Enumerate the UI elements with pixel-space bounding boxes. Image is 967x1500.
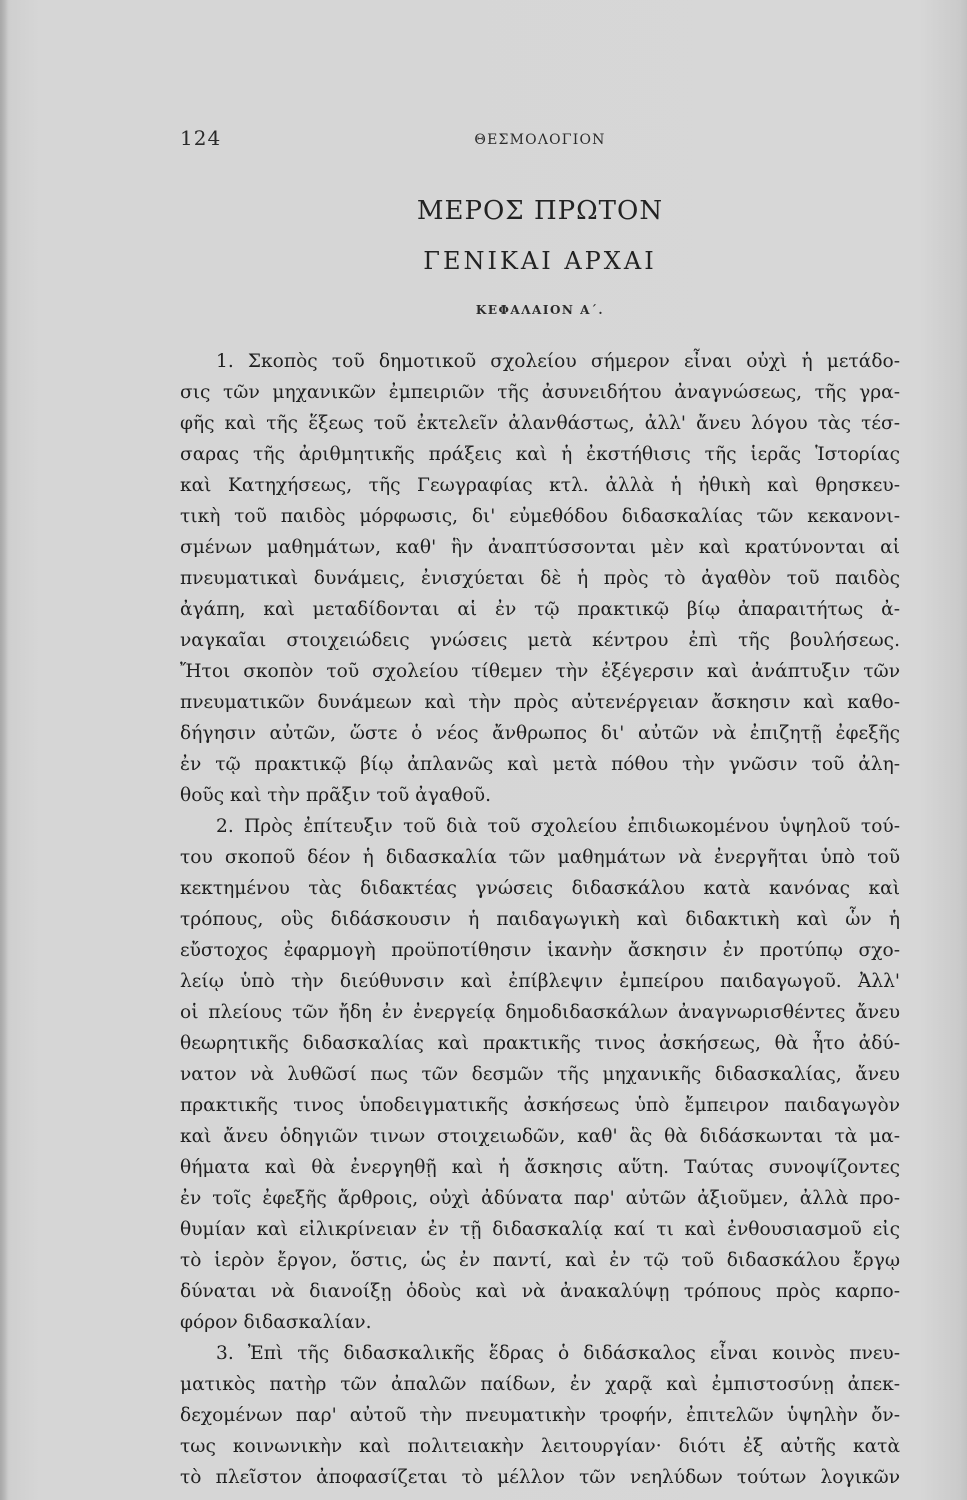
text-line: 3. Ἐπὶ τῆς διδασκαλικῆς ἕδρας ὁ διδάσκαλος εἶναι κοινὸς πνευ- bbox=[216, 1343, 900, 1364]
text-line: σαρας τῆς ἀριθμητικῆς πράξεις καὶ ἡ ἐκστήθισις τῆς ἱερᾶς Ἱστορίας bbox=[180, 444, 900, 465]
text-line: τικὴ τοῦ παιδὸς μόρφωσις, δι' εὐμεθόδου διδασκαλίας τῶν κεκανονι- bbox=[180, 506, 900, 527]
text-line: 1. Σκοπὸς τοῦ δημοτικοῦ σχολείου σήμερον εἶναι οὐχὶ ἡ μετάδο- bbox=[216, 351, 900, 372]
text-line: τὸ ἱερὸν ἔργον, ὅστις, ὡς ἐν παντί, καὶ ἐν τῷ τοῦ διδασκάλου ἔργῳ bbox=[180, 1250, 900, 1271]
text-line: θήματα καὶ θὰ ἐνεργηθῇ καὶ ἡ ἄσκησις αὕτη. Ταύτας συνοψίζοντες bbox=[180, 1157, 900, 1178]
text-line: σις τῶν μηχανικῶν ἐμπειριῶν τῆς ἀσυνειδήτου ἀναγνώσεως, τῆς γρα- bbox=[180, 382, 900, 403]
chapter-title: ΚΕΦΑΛΑΙΟΝ Α΄. bbox=[475, 303, 605, 317]
paragraph-1 bbox=[180, 346, 900, 811]
text-line: ἀγάπη, καὶ μεταδίδονται αἱ ἐν τῷ πρακτικῷ βίῳ ἀπαραιτήτως ἀ- bbox=[180, 599, 900, 620]
text-line: θυμίαν καὶ εἰλικρίνειαν ἐν τῇ διδασκαλίᾳ καί τι καὶ ἐνθουσιασμοῦ εἰς bbox=[180, 1219, 900, 1240]
text-line: φόρον διδασκαλίαν. bbox=[180, 1312, 372, 1333]
text-line: εὔστοχος ἐφαρμογὴ προϋποτίθησιν ἱκανὴν ἄσκησιν ἐν προτύπῳ σχο- bbox=[180, 940, 900, 961]
text-line: καὶ Κατηχήσεως, τῆς Γεωγραφίας κτλ. ἀλλὰ ἡ ἠθικὴ καὶ θρησκευ- bbox=[180, 475, 900, 496]
text-line: τως κοινωνικὴν καὶ πολιτειακὴν λειτουργίαν· διότι ἐξ αὐτῆς κατὰ bbox=[180, 1436, 900, 1457]
text-line: πνευματικαὶ δυνάμεις, ἐνισχύεται δὲ ἡ πρὸς τὸ ἀγαθὸν τοῦ παιδὸς bbox=[180, 568, 900, 589]
text-line: τρόπους, οὓς διδάσκουσιν ἡ παιδαγωγικὴ καὶ διδακτικὴ καὶ ὧν ἡ bbox=[180, 909, 900, 930]
body-text bbox=[180, 346, 900, 1488]
text-line: ναγκαῖαι στοιχειώδεις γνώσεις μετὰ κέντρου ἐπὶ τῆς βουλήσεως. bbox=[180, 630, 900, 651]
paragraph-2 bbox=[180, 811, 900, 1338]
text-line: οἱ πλείους τῶν ἤδη ἐν ἐνεργείᾳ δημοδιδασκάλων ἀναγνωρισθέντες ἄνευ bbox=[180, 1002, 900, 1023]
text-line: κεκτημένου τὰς διδακτέας γνώσεις διδασκάλου κατὰ κανόνας καὶ bbox=[180, 878, 900, 899]
running-head bbox=[180, 126, 900, 156]
text-line: καὶ ἄνευ ὁδηγιῶν τινων στοιχειωδῶν, καθ' ἃς θὰ διδάσκωνται τὰ μα- bbox=[180, 1126, 900, 1147]
text-line: δύναται νὰ διανοίξῃ ὁδοὺς καὶ νὰ ἀνακαλύψῃ τρόπους πρὸς καρπο- bbox=[180, 1281, 900, 1302]
page-gutter-shadow bbox=[0, 0, 8, 1500]
text-line: Ἤτοι σκοπὸν τοῦ σχολείου τίθεμεν τὴν ἐξέγερσιν καὶ ἀνάπτυξιν τῶν bbox=[180, 661, 900, 682]
text-line: θοῦς καὶ τὴν πρᾶξιν τοῦ ἀγαθοῦ. bbox=[180, 785, 492, 806]
text-line: ἐν τοῖς ἐφεξῆς ἄρθροις, οὐχὶ ἀδύνατα παρ' αὐτῶν ἀξιοῦμεν, ἀλλὰ προ- bbox=[180, 1188, 900, 1209]
text-line: τὸ πλεῖστον ἀποφασίζεται τὸ μέλλον τῶν νεηλύδων τούτων λογικῶν bbox=[180, 1467, 900, 1488]
text-line: φῆς καὶ τῆς ἕξεως τοῦ ἐκτελεῖν ἀλανθάστως, ἀλλ' ἄνευ λόγου τὰς τέσ- bbox=[180, 413, 900, 434]
text-line: πρακτικῆς τινος ὑποδειγματικῆς ἀσκήσεως ὑπὸ ἔμπειρον παιδαγωγὸν bbox=[180, 1095, 900, 1116]
text-line: του σκοποῦ δέον ἡ διδασκαλία τῶν μαθημάτων νὰ ἐνεργῆται ὑπὸ τοῦ bbox=[180, 847, 900, 868]
page-number: 124 bbox=[180, 126, 222, 150]
text-line: νατον νὰ λυθῶσί πως τῶν δεσμῶν τῆς μηχανικῆς διδασκαλίας, ἄνευ bbox=[180, 1064, 900, 1085]
running-title: ΘΕΣΜΟΛΟΓΙΟΝ bbox=[474, 132, 606, 148]
text-line: δεχομένων παρ' αὐτοῦ τὴν πνευματικὴν τροφήν, ἐπιτελῶν ὑψηλὴν ὄν- bbox=[180, 1405, 900, 1426]
text-line: δήγησιν αὐτῶν, ὥστε ὁ νέος ἄνθρωπος δι' αὐτῶν νὰ ἐπιζητῇ ἐφεξῆς bbox=[180, 723, 900, 744]
text-line: σμένων μαθημάτων, καθ' ἣν ἀναπτύσσονται μὲν καὶ κρατύνονται αἱ bbox=[180, 537, 900, 558]
text-line: 2. Πρὸς ἐπίτευξιν τοῦ διὰ τοῦ σχολείου ἐπιδιωκομένου ὑψηλοῦ τού- bbox=[216, 816, 900, 837]
text-line: ἐν τῷ πρακτικῷ βίῳ ἀπλανῶς καὶ μετὰ πόθου τὴν γνῶσιν τοῦ ἀλη- bbox=[180, 754, 900, 775]
section-title: ΓΕΝΙΚΑΙ ΑΡΧΑΙ bbox=[423, 247, 657, 275]
text-line: ματικὸς πατὴρ τῶν ἀπαλῶν παίδων, ἐν χαρᾷ καὶ ἐμπιστοσύνῃ ἀπεκ- bbox=[180, 1374, 900, 1395]
text-line: πνευματικῶν δυνάμεων καὶ τὴν πρὸς αὐτενέργειαν ἄσκησιν καὶ καθο- bbox=[180, 692, 900, 713]
text-line: θεωρητικῆς διδασκαλίας καὶ πρακτικῆς τινος ἀσκήσεως, θὰ ἦτο ἀδύ- bbox=[180, 1033, 900, 1054]
paragraph-3 bbox=[180, 1338, 900, 1493]
text-line: λείῳ ὑπὸ τὴν διεύθυνσιν καὶ ἐπίβλεψιν ἐμπείρου παιδαγωγοῦ. Ἀλλ' bbox=[180, 971, 900, 992]
part-title: ΜΕΡΟΣ ΠΡΩΤΟΝ bbox=[416, 196, 664, 226]
